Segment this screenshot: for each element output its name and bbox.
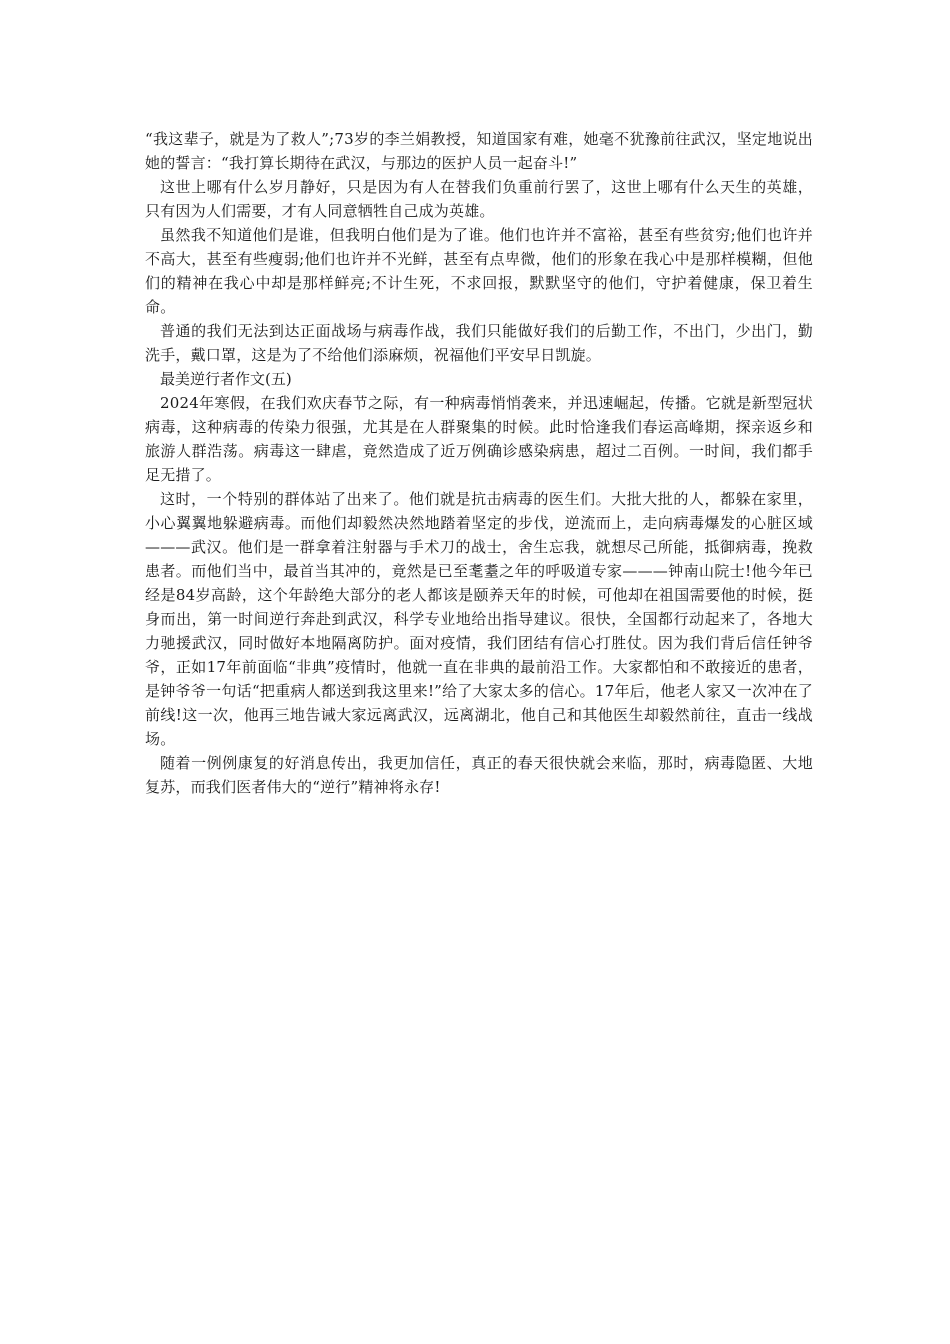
section-title: 最美逆行者作文(五) xyxy=(160,370,292,388)
paragraph-1: “我这辈子，就是为了救人”;73岁的李兰娟教授，知道国家有难，她毫不犹豫前往武汉，坚定地说出她的誓言：“我打算长期待在武汉，与那边的医护人员一起奋斗!” xyxy=(145,130,813,172)
document-body xyxy=(145,127,813,799)
section-paragraph-2: 这时，一个特别的群体站了出来了。他们就是抗击病毒的医生们。大批大批的人，都躲在家里，小心翼翼地躲避病毒。而他们却毅然决然地踏着坚定的步伐，逆流而上，走向病毒爆发的心脏区域———武汉。他们是一群拿着注射器与手术刀的战士，舍生忘我，就想尽己所能，抵御病毒，挽救患者。而他们当中，最首当其冲的，竟然是已至耄耋之年的呼吸道专家———钟南山院士!他今年已经是84岁高龄，这个年龄绝大部分的老人都该是颐养天年的时候，可他却在祖国需要他的时候，挺身而出，第一时间逆行奔赴到武汉，科学专业地给出指导建议。很快，全国都行动起来了，各地大力驰援武汉，同时做好本地隔离防护。面对疫情，我们团结有信心打胜仗。因为我们背后信任钟爷爷，正如17年前面临“非典”疫情时，他就一直在非典的最前沿工作。大家都怕和不敢接近的患者，是钟爷爷一句话“把重病人都送到我这里来!”给了大家太多的信心。17年后，他老人家又一次冲在了前线!这一次，他再三地告诫大家远离武汉，远离湖北，他自己和其他医生却毅然前往，直击一线战场。 xyxy=(145,490,813,748)
section-paragraph-3: 随着一例例康复的好消息传出，我更加信任，真正的春天很快就会来临，那时，病毒隐匿、大地复苏，而我们医者伟大的“逆行”精神将永存! xyxy=(145,754,813,796)
paragraph-2: 这世上哪有什么岁月静好，只是因为有人在替我们负重前行罢了，这世上哪有什么天生的英雄，只有因为人们需要，才有人同意牺牲自己成为英雄。 xyxy=(145,178,813,220)
paragraph-3: 虽然我不知道他们是谁，但我明白他们是为了谁。他们也许并不富裕，甚至有些贫穷;他们也许并不高大，甚至有些瘦弱;他们也许并不光鲜，甚至有点卑微，他们的形象在我心中是那样模糊，但他们的精神在我心中却是那样鲜亮;不计生死，不求回报，默默坚守的他们，守护着健康，保卫着生命。 xyxy=(145,226,813,316)
paragraph-4: 普通的我们无法到达正面战场与病毒作战，我们只能做好我们的后勤工作，不出门，少出门，勤洗手，戴口罩，这是为了不给他们添麻烦，祝福他们平安早日凯旋。 xyxy=(145,322,813,364)
section-paragraph-1: 2024年寒假，在我们欢庆春节之际，有一种病毒悄悄袭来，并迅速崛起，传播。它就是新型冠状病毒，这种病毒的传染力很强，尤其是在人群聚集的时候。此时恰逢我们春运高峰期，探亲返乡和旅游人群浩荡。病毒这一肆虐，竟然造成了近万例确诊感染病患，超过二百例。一时间，我们都手足无措了。 xyxy=(145,394,813,484)
